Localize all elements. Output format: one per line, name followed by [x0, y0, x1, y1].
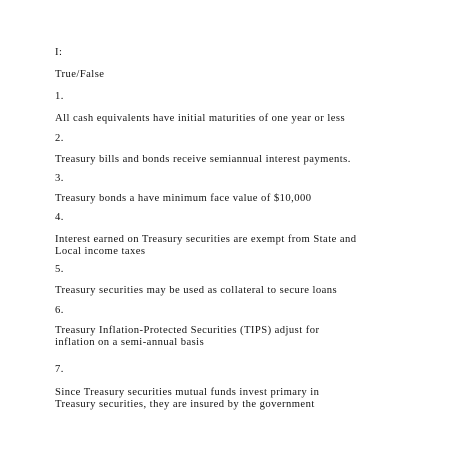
question-text: Treasury bills and bonds receive semiannual interest payments.	[55, 154, 351, 165]
question-number: 4.	[55, 212, 64, 223]
question-text: Treasury bonds a have minimum face value of $10,000	[55, 193, 312, 204]
question-text-line-1: Treasury Inflation-Protected Securities (TIPS) adjust for	[55, 325, 320, 336]
question-number: 6.	[55, 305, 64, 316]
question-type-heading: True/False	[55, 69, 105, 80]
question-number: 5.	[55, 264, 64, 275]
question-number: 7.	[55, 364, 64, 375]
question-text: All cash equivalents have initial maturities of one year or less	[55, 113, 346, 124]
question-number: 1.	[55, 91, 64, 102]
question-text-line-2: Local income taxes	[55, 246, 146, 257]
question-text-line-2: inflation on a semi-annual basis	[55, 337, 205, 348]
question-text-line-1: Interest earned on Treasury securities are exempt from State and	[55, 234, 357, 245]
question-text: Treasury securities may be used as collateral to secure loans	[55, 285, 338, 296]
question-text-line-1: Since Treasury securities mutual funds invest primary in	[55, 387, 320, 398]
question-number: 3.	[55, 173, 64, 184]
question-number: 2.	[55, 133, 64, 144]
question-text-line-2: Treasury securities, they are insured by the government	[55, 399, 315, 410]
section-heading: I:	[55, 47, 63, 58]
